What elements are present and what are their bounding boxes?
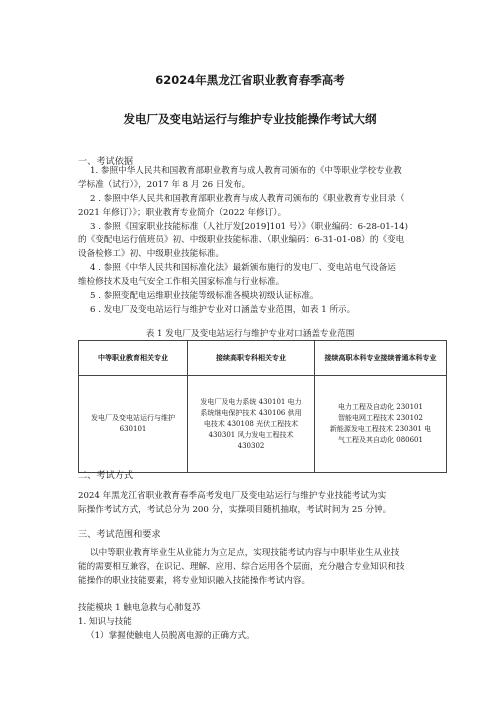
basis-line: 3 . 参照《国家职业技能标准（人社厅发[2019]101 号）》（职业编码：6-28-01-14)	[90, 222, 408, 232]
table-cell-secondary-major	[79, 376, 188, 473]
cell-text: 气工程及其自动化 080601	[338, 436, 423, 444]
basis-line: 2 . 参照中华人民共和国教育部职业教育与成人教育司颁布的《职业教育专业目录（	[90, 194, 405, 204]
table-header-cell: 中等职业教育相关专业	[79, 341, 188, 376]
basis-line: 1. 参照中华人民共和国教育部职业教育与成人教育司颁布的《中等职业学校专业教	[90, 166, 402, 176]
basis-line: 2021 年修订）》；职业教育专业简介（2022 年修订）。	[78, 208, 287, 218]
module-item: 1. 知识与技能	[78, 617, 132, 627]
table-row	[79, 376, 447, 473]
cell-text: 发电厂及电力系统 430101 电力	[200, 397, 302, 406]
module-title: 技能模块 1 触电急救与心肺复苏	[78, 603, 201, 613]
basis-line: 学标准（试行）》，2017 年 8 月 26 日发布。	[78, 180, 251, 190]
method-line: 际操作考试方式，考试总分为 200 分，实操项目随机抽取，考试时间为 25 分钟。	[78, 505, 392, 515]
section-heading-scope: 三、考试范围和要求	[78, 529, 161, 540]
cell-text: 发电厂及变电站运行与维护	[91, 414, 175, 422]
table-cell-vocational-major	[188, 376, 315, 473]
section-heading-method: 二、考试方式	[78, 470, 134, 481]
table-header-cell: 接续高职本科专业接续普通本科专业	[315, 341, 447, 376]
major-coverage-table	[78, 340, 447, 473]
document-title: 62024年黑龙江省职业教育春季高考	[155, 73, 345, 87]
basis-line: 维检修技术及电气安全工作相关国家标准与行业标准。	[78, 277, 285, 287]
cell-text: 电技术 430108 光伏工程技术	[203, 419, 299, 428]
basis-line: 的《变配电运行值班员》初、中级职业技能标准、（职业编码：6-31-01-08）的《变电	[78, 235, 405, 245]
basis-line: 6 . 发电厂及变电站运行与维护专业对口涵盖专业范围，如表 1 所示。	[90, 305, 356, 315]
cell-text: 630101	[119, 425, 147, 433]
scope-line: 能操作的职业技能要素，将专业知识融入技能操作考试内容。	[78, 576, 311, 586]
basis-line: 设备检修工》初、中级职业技能标准。	[78, 249, 225, 259]
table-caption: 表 1 发电厂及变电站运行与维护专业对口涵盖专业范围	[145, 329, 355, 339]
scope-line: 以中等职业教育毕业生从业能力为立足点，实现技能考试内容与中职毕业生从业技	[90, 548, 400, 558]
section-heading-basis: 一、考试依据	[78, 156, 134, 167]
cell-text: 系统继电保护技术 430106 供用	[200, 408, 302, 417]
cell-text: 430302	[237, 441, 265, 450]
cell-text: 新能源发电工程技术 230301 电	[329, 425, 432, 433]
scope-line: 能的需要相互兼容，在识记、理解、应用、综合运用各个层面，充分融合专业知识和技	[78, 562, 405, 572]
table-header-row	[79, 341, 447, 376]
document-subtitle: 发电厂及变电站运行与维护专业技能操作考试大纲	[123, 112, 377, 126]
table-header-cell: 接续高职专科相关专业	[188, 341, 315, 376]
method-line: 2024 年黑龙江省职业教育春季高考发电厂及变电站运行与维护专业技能考试为实	[78, 491, 387, 501]
cell-text: 电力工程及自动化 230101	[338, 403, 423, 411]
module-subitem: （1）掌握使触电人员脱离电源的正确方式。	[86, 631, 255, 641]
basis-line: 4 . 参照《中华人民共和国标准化法》最新颁布施行的发电厂、变电站电气设备运	[90, 263, 396, 273]
basis-line: 5 . 参照变配电运维职业技能等级标准各模块初级认证标准。	[90, 291, 319, 301]
cell-text: 430301 风力发电工程技术	[208, 430, 294, 439]
table-cell-undergraduate-major	[315, 376, 447, 473]
cell-text: 智能电网工程技术 230102	[338, 414, 423, 422]
